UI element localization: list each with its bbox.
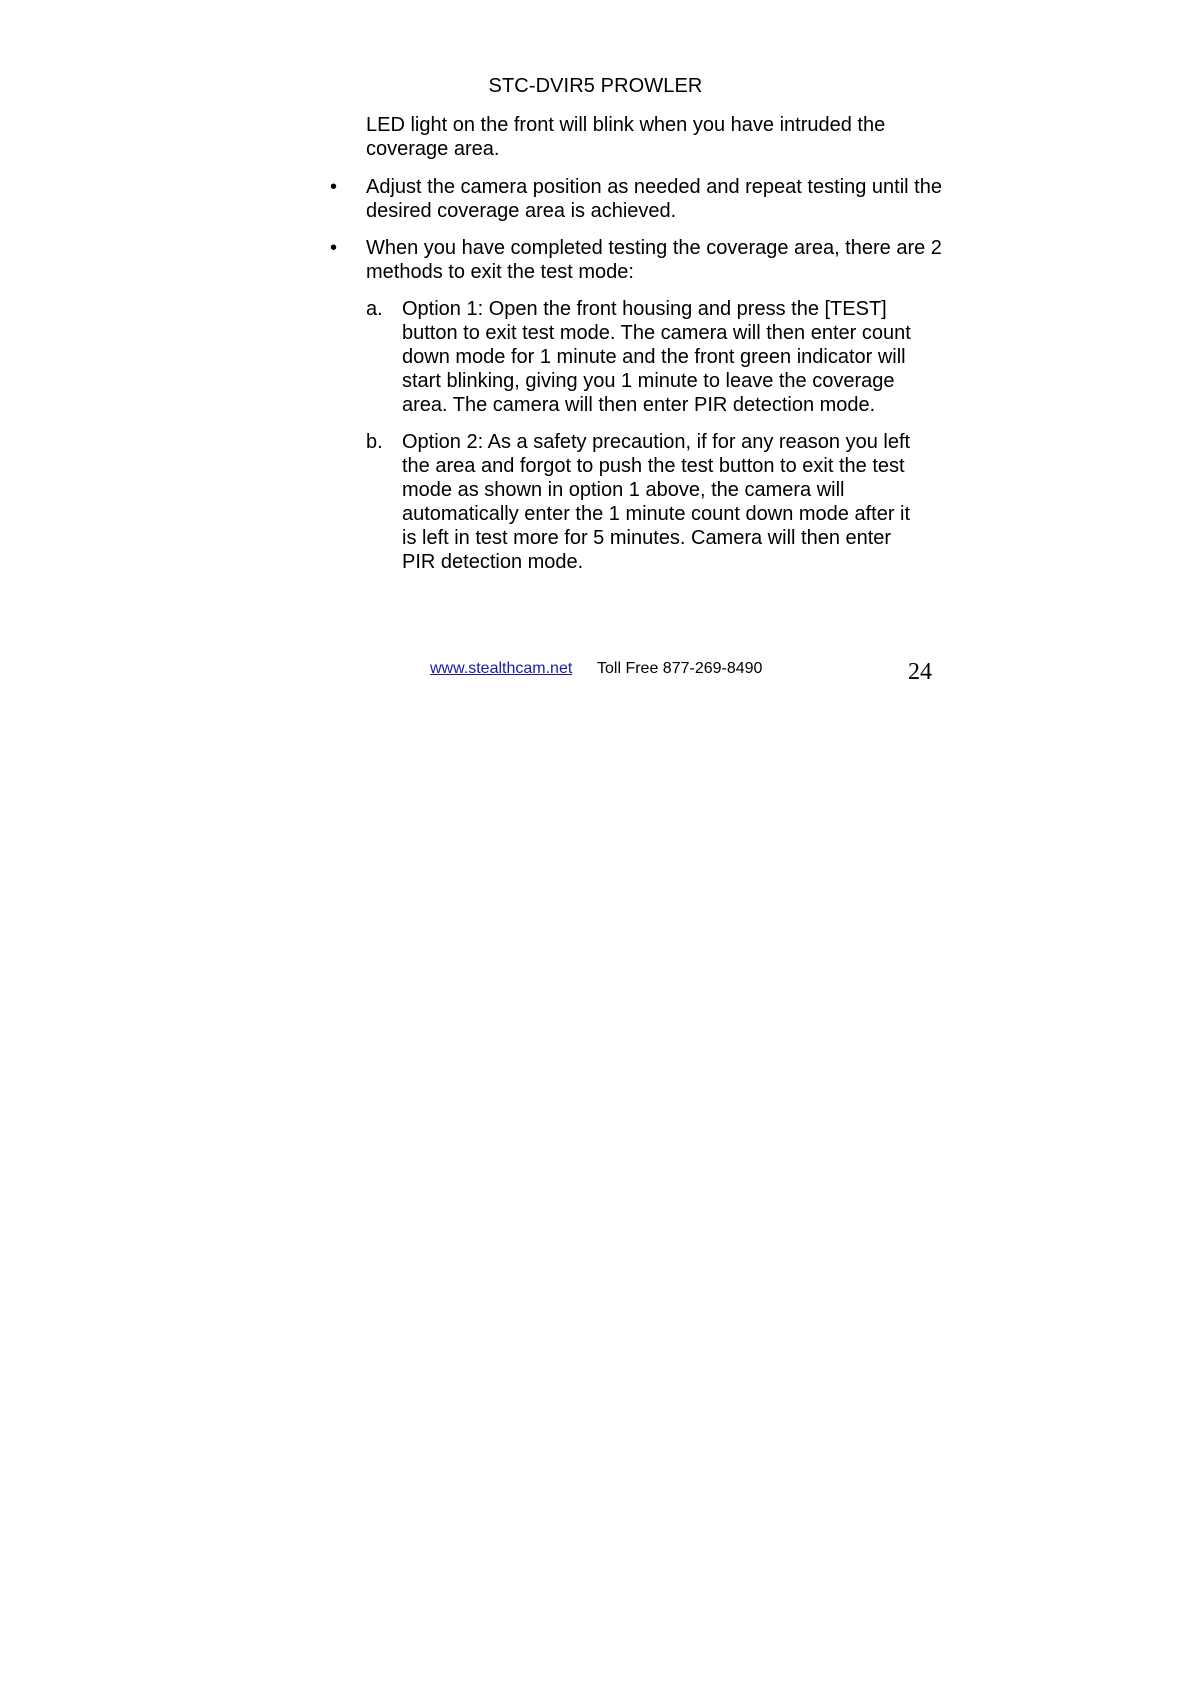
option-text: Option 2: As a safety precaution, if for any reason you left the area and forgot to push the test button to exit the test mode as shown in option 1 above, the camera will automatically enter the 1 minute count down mode after it is left in test more for 5 minutes. Camera will then enter PIR detection mode. <box>402 431 911 573</box>
bullet-text: When you have completed testing the coverage area, there are 2 methods to exit the test mode: <box>366 237 942 283</box>
bullet-icon: • <box>330 176 338 198</box>
toll-free-phone: Toll Free 877-269-8490 <box>597 660 763 677</box>
bullet-icon: • <box>330 237 338 259</box>
continued-paragraph: LED light on the front will blink when you have intruded the coverage area. <box>366 114 886 160</box>
bullet-text: Adjust the camera position as needed and repeat testing until the desired coverage area is achieved. <box>366 176 942 222</box>
website-link[interactable]: www.stealthcam.net <box>430 660 573 677</box>
option-text: Option 1: Open the front housing and press the [TEST] button to exit test mode. The camera will then enter count down mode for 1 minute and the front green indicator will start blinking, giving you 1 minute to leave the coverage area. The camera will then enter PIR detection mode. <box>402 298 911 416</box>
page-header-title: STC-DVIR5 PROWLER <box>488 75 703 97</box>
page-number: 24 <box>908 659 932 685</box>
list-marker: b. <box>366 431 383 453</box>
list-marker: a. <box>366 298 383 320</box>
